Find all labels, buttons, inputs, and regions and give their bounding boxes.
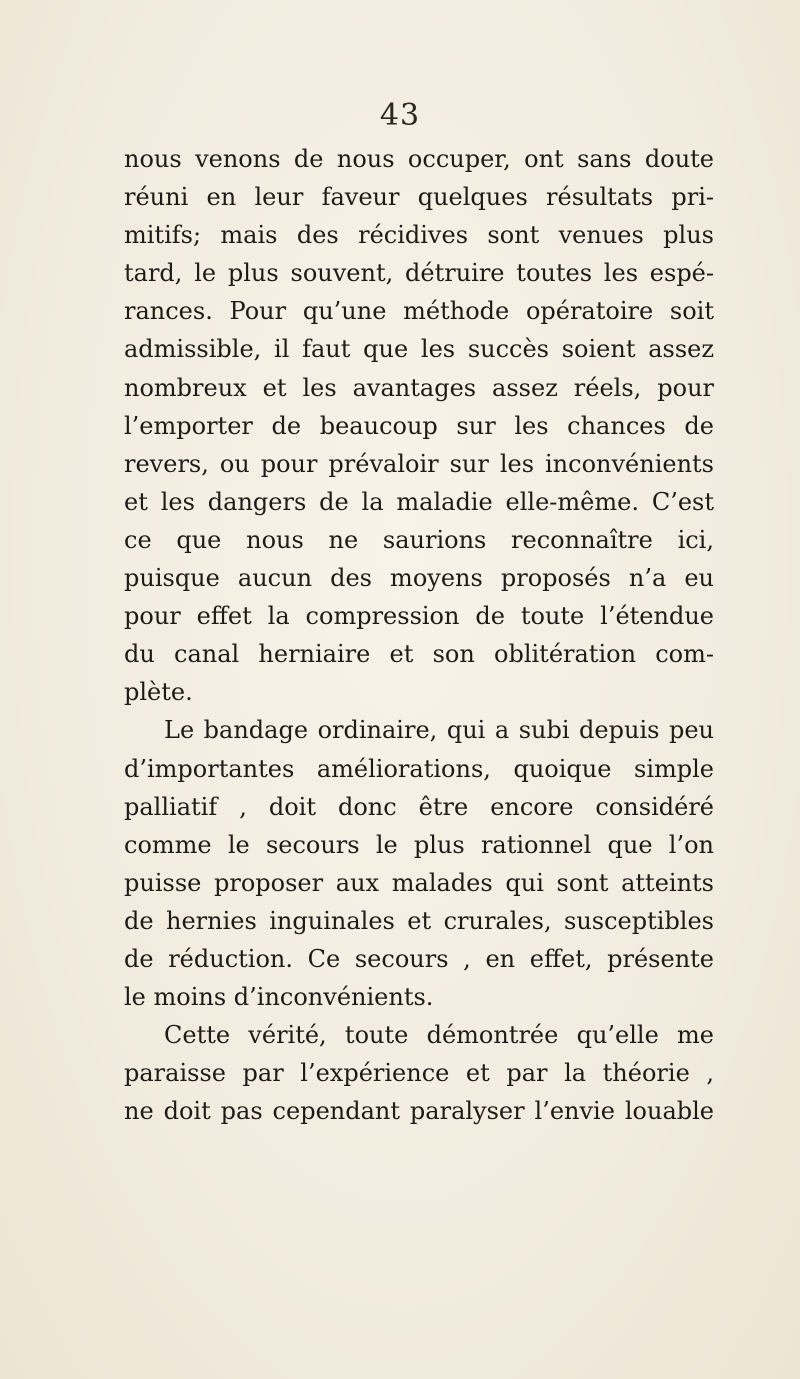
text-line: paraisse par l’expérience et par la théorie ,: [124, 1059, 714, 1088]
text-line: palliatif , doit donc être encore considéré: [124, 792, 714, 821]
text-line: réuni en leur faveur quelques résultats pri-: [124, 183, 714, 212]
text-line: puisse proposer aux malades qui sont atteints: [124, 868, 714, 897]
text-line: l’emporter de beaucoup sur les chances de: [124, 411, 714, 440]
text-line: comme le secours le plus rationnel que l’on: [124, 830, 714, 859]
text-line: ne doit pas cependant paralyser l’envie louable: [124, 1097, 714, 1126]
text-line: tard, le plus souvent, détruire toutes les espé-: [124, 259, 714, 288]
text-line: mitifs; mais des récidives sont venues plus: [124, 221, 714, 250]
text-line: du canal herniaire et son oblitération com-: [124, 640, 714, 669]
text-line: nous venons de nous occuper, ont sans doute: [124, 145, 714, 173]
text-line: Le bandage ordinaire, qui a subi depuis peu: [164, 716, 714, 745]
text-line: le moins d’inconvénients.: [124, 983, 434, 1012]
page-number: 43: [379, 98, 421, 133]
text-line: revers, ou pour prévaloir sur les inconvénients: [124, 449, 714, 478]
text-line: et les dangers de la maladie elle-même. C’est: [124, 487, 714, 516]
text-line: plète.: [124, 678, 193, 707]
text-line: Cette vérité, toute démontrée qu’elle me: [164, 1021, 714, 1050]
text-line: ce que nous ne saurions reconnaître ici,: [124, 525, 714, 554]
body-text: [124, 140, 714, 1130]
text-line: d’importantes améliorations, quoique simple: [124, 754, 714, 783]
text-line: de réduction. Ce secours , en effet, présente: [124, 944, 714, 973]
text-line: puisque aucun des moyens proposés n’a eu: [124, 564, 714, 593]
text-line: pour effet la compression de toute l’étendue: [124, 602, 714, 631]
text-line: de hernies inguinales et crurales, susceptibles: [124, 906, 714, 935]
text-line: admissible, il faut que les succès soient assez: [124, 335, 714, 364]
text-line: rances. Pour qu’une méthode opératoire soit: [124, 297, 714, 326]
text-line: nombreux et les avantages assez réels, pour: [124, 373, 714, 402]
